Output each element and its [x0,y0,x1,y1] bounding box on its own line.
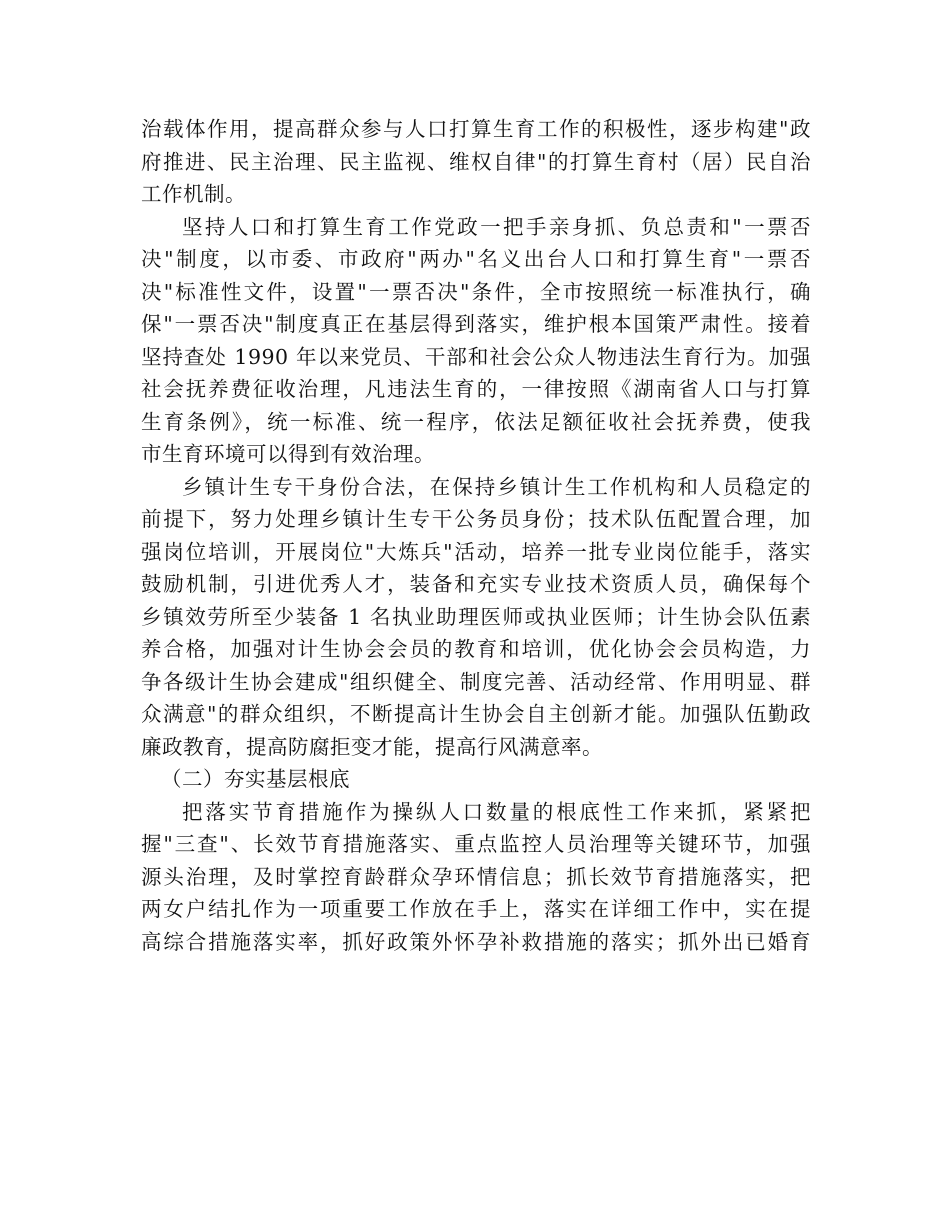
paragraph [141,113,811,211]
section-heading-text: （二）夯实基层根底 [161,767,350,791]
paragraph [141,471,811,764]
text-line: 市生育环境可以得到有效治理。 [141,442,435,466]
text-line: 治载体作用，提高群众参与人口打算生育工作的积极性，逐步构建"政 [141,117,811,141]
text-line: 坚持人口和打算生育工作党政一把手亲身抓、负总责和"一票否 [182,214,811,239]
text-line: 争各级计生协会建成"组织健全、制度完善、活动经常、作用明显、群 [141,669,811,694]
text-line: 前提下，努力处理乡镇计生专干公务员身份；技术队伍配置合理，加 [141,507,811,531]
text-line: 两女户结扎作为一项重要工作放在手上，落实在详细工作中，实在提 [141,897,811,921]
text-line: 府推进、民主治理、民主监视、维权自律"的打算生育村（居）民自治 [141,149,811,174]
text-line: 乡镇计生专干身份合法，在保持乡镇计生工作机构和人员稳定的 [182,474,811,499]
text-line: 廉政教育，提高防腐拒变才能，提高行风满意率。 [141,734,603,759]
text-line: 握"三查"、长效节育措施落实、重点监控人员治理等关键环节，加强 [141,832,811,856]
text-line: 高综合措施落实率，抓好政策外怀孕补救措施的落实；抓外出已婚育 [141,929,811,954]
text-line: 众满意"的群众组织，不断提高计生协会自主创新才能。加强队伍勤政 [141,702,811,726]
paragraph [141,211,811,471]
text-line: 乡镇效劳所至少装备 1 名执业助理医师或执业医师；计生协会队伍素 [141,604,811,629]
section-heading [141,763,811,796]
paragraph [141,796,811,959]
text-line: 鼓励机制，引进优秀人才，装备和充实专业技术资质人员，确保每个 [141,572,811,596]
text-line: 养合格，加强对计生协会会员的教育和培训，优化协会会员构造，力 [141,637,811,661]
document-body [141,113,811,958]
text-line: 社会抚养费征收治理，凡违法生育的，一律按照《湖南省人口与打算 [141,377,811,401]
text-line: 保"一票否决"制度真正在基层得到落实，维护根本国策严肃性。接着 [141,312,811,336]
text-line: 把落实节育措施作为操纵人口数量的根底性工作来抓，紧紧把 [182,799,811,824]
text-line: 源头治理，及时掌控育龄群众孕环情信息；抓长效节育措施落实，把 [141,864,811,889]
text-line: 坚持查处 1990 年以来党员、干部和社会公众人物违法生育行为。加强 [141,344,811,369]
text-line: 决"制度，以市委、市政府"两办"名义出台人口和打算生育"一票否 [141,247,811,271]
text-line: 决"标准性文件，设置"一票否决"条件，全市按照统一标准执行，确 [141,279,811,304]
text-line: 强岗位培训，开展岗位"大炼兵"活动，培养一批专业岗位能手，落实 [141,539,811,564]
text-line: 生育条例》，统一标准、统一程序，依法足额征收社会抚养费，使我 [141,409,811,434]
text-line: 工作机制。 [141,182,246,206]
